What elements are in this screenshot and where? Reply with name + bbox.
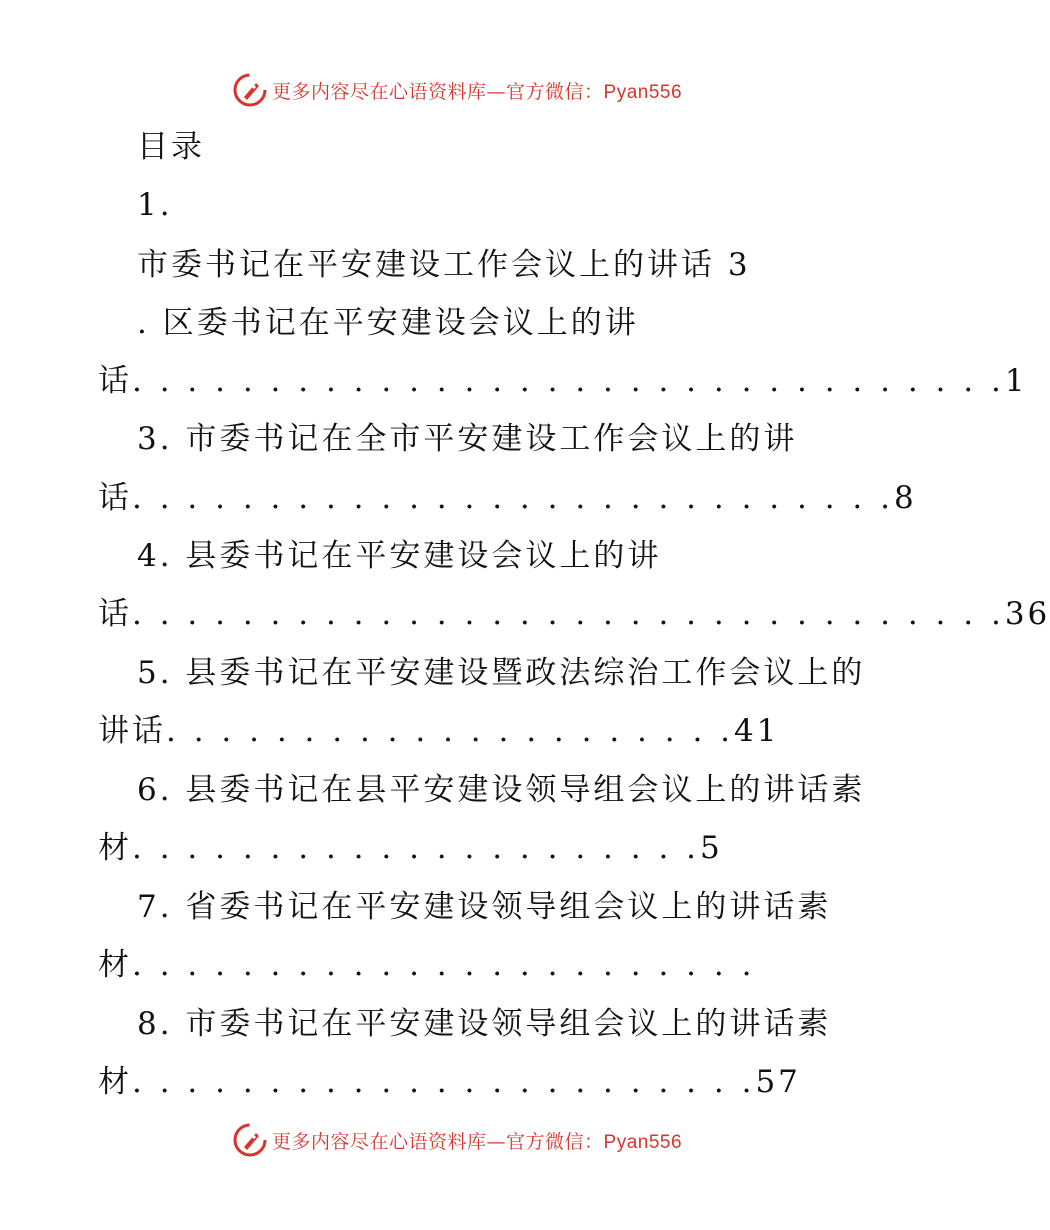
toc-page-number: 1 xyxy=(1004,363,1028,399)
toc-line xyxy=(98,352,1028,410)
toc-line: . 区委书记在平安建设会议上的讲 xyxy=(137,305,639,341)
toc-page-number: 8 xyxy=(893,480,917,516)
toc-line: 7. 省委书记在平安建设领导组会议上的讲话素 xyxy=(137,889,832,925)
toc-line: 8. 市委书记在平安建设领导组会议上的讲话素 xyxy=(137,1006,832,1042)
footer-banner xyxy=(232,1120,712,1160)
toc-leader-dots: . . . . . . . . . . . . . . . . . . . . . . . . . . . . xyxy=(132,480,894,516)
banner-text: 更多内容尽在心语资料库—官方微信：Pyan556 xyxy=(272,80,683,103)
toc-line xyxy=(98,702,779,760)
toc-leader-dots: . . . . . . . . . . . . . . . . . . . . . . . xyxy=(132,1064,756,1100)
toc-line: 1. xyxy=(137,187,173,223)
toc-line xyxy=(98,819,723,877)
toc-line: 4. 县委书记在平安建设会议上的讲 xyxy=(137,538,662,574)
toc-leader-dots: . . . . . . . . . . . . . . . . . . . . . . . . . . . . . . . . xyxy=(132,363,1005,399)
toc-line-text: 材 xyxy=(98,1064,132,1100)
pen-nib-logo-icon xyxy=(232,1122,268,1158)
toc-line xyxy=(98,1053,801,1111)
toc-line xyxy=(98,469,917,527)
toc-line: 市委书记在平安建设工作会议上的讲话 3 xyxy=(137,247,751,283)
toc-line xyxy=(98,585,1050,643)
toc-line: 6. 县委书记在县平安建设领导组会议上的讲话素 xyxy=(137,772,866,808)
toc-line-text: 讲话 xyxy=(98,713,166,749)
wechat-id: Pyan556 xyxy=(603,81,683,103)
toc-page-number: 41 xyxy=(734,713,780,749)
header-banner xyxy=(232,70,712,110)
toc-line-text: 材 xyxy=(98,947,132,983)
banner-text: 更多内容尽在心语资料库—官方微信：Pyan556 xyxy=(272,1130,683,1153)
toc-line: 5. 县委书记在平安建设暨政法综治工作会议上的 xyxy=(137,655,866,691)
toc-leader-dots: . . . . . . . . . . . . . . . . . . . . . xyxy=(166,713,735,749)
pen-nib-logo-icon xyxy=(232,72,268,108)
toc-heading: 目录 xyxy=(137,129,205,165)
toc-line-text: 话 xyxy=(98,596,132,632)
toc-line: 3. 市委书记在全市平安建设工作会议上的讲 xyxy=(137,421,798,457)
toc-leader-dots: . . . . . . . . . . . . . . . . . . . . . . . xyxy=(132,947,756,983)
toc-line xyxy=(98,936,755,994)
toc-leader-dots: . . . . . . . . . . . . . . . . . . . . . . . . . . . . . . . . xyxy=(132,596,1005,632)
toc-page-number: 5 xyxy=(700,830,723,866)
toc-line-text: 材 xyxy=(98,830,132,866)
toc-page-number: 57 xyxy=(755,1064,801,1100)
wechat-id: Pyan556 xyxy=(603,1131,683,1153)
toc-page-number: 36 xyxy=(1004,596,1050,632)
toc-line-text: 话 xyxy=(98,480,132,516)
toc-line-text: 话 xyxy=(98,363,132,399)
toc-leader-dots: . . . . . . . . . . . . . . . . . . . . . xyxy=(132,830,701,866)
